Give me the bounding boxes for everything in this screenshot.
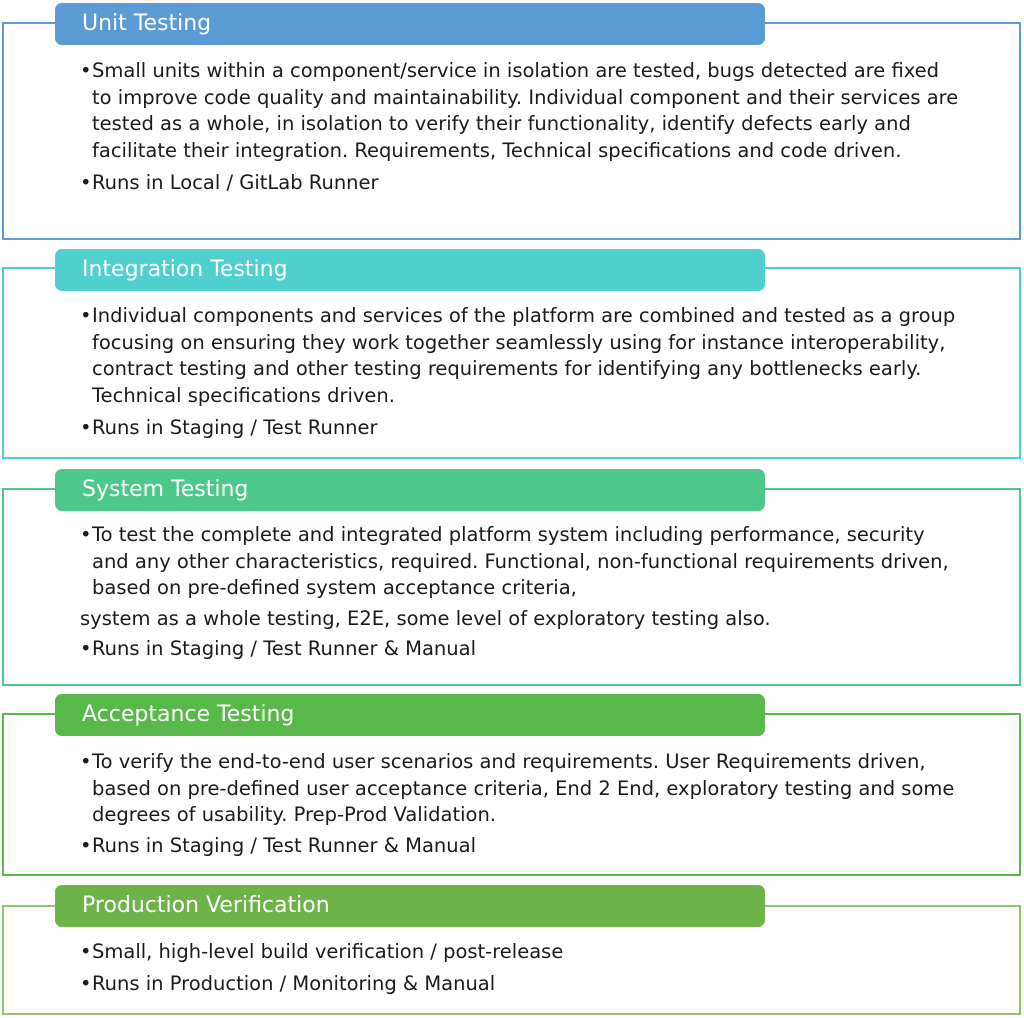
bullet-icon: • — [80, 637, 92, 660]
section-title: Production Verification — [82, 893, 330, 918]
bullet-icon: • — [80, 523, 92, 546]
bullet-icon: • — [80, 940, 92, 963]
list-item: • Individual components and services of the platform are combined and tested as a group focusing on ensuring they work together seamlessly using for instance interoperability, contract testing and other testing requirements for identifying any bottlenecks early. Technical specifications driven. — [80, 304, 956, 407]
bullet-icon: • — [80, 416, 92, 439]
bullet-icon: • — [80, 833, 92, 857]
list-item: • Small units within a component/service in isolation are tested, bugs detected are fixed to improve code quality and maintainability. Individual component and their services are tested as a whole, in isolation to verify their functionality, identify defects early and facilitate their integration. Requirements, Technical specifications and code driven. — [80, 59, 959, 162]
list-item: • Runs in Staging / Test Runner & Manual — [80, 833, 960, 860]
section-title: Acceptance Testing — [82, 702, 295, 727]
production-verification-header — [55, 885, 765, 927]
list-item: • Runs in Staging / Test Runner & Manual — [80, 636, 960, 663]
list-item: system as a whole testing, E2E, some level of exploratory testing also. — [80, 606, 771, 630]
list-item: • Runs in Staging / Test Runner — [80, 415, 960, 442]
bullet-icon: • — [80, 750, 92, 773]
section-title: System Testing — [82, 477, 249, 502]
bullet-icon: • — [80, 59, 92, 82]
list-item: • Small, high-level build verification / post-release — [80, 939, 960, 966]
list-item: • Runs in Production / Monitoring & Manual — [80, 971, 960, 998]
bullet-icon: • — [80, 304, 92, 327]
section-title: Unit Testing — [82, 11, 212, 36]
system-testing-header — [55, 469, 765, 511]
bullet-icon: • — [80, 971, 92, 995]
unit-testing-header — [55, 3, 765, 45]
bullet-icon: • — [80, 171, 92, 194]
unit-testing-bullets — [80, 58, 960, 197]
integration-testing-bullets — [80, 303, 960, 442]
section-title: Integration Testing — [82, 257, 288, 282]
system-testing-bullets — [80, 522, 960, 663]
acceptance-testing-bullets — [80, 749, 960, 859]
list-item: • Runs in Local / GitLab Runner — [80, 170, 960, 197]
integration-testing-header — [55, 249, 765, 291]
production-verification-bullets — [80, 939, 960, 997]
list-item: • To test the complete and integrated platform system including performance, security and any other characteristics, required. Functional, non-functional requirements driven, based on pre-defined system acceptance criteria, — [80, 523, 949, 599]
acceptance-testing-header — [55, 694, 765, 736]
list-item: • To verify the end-to-end user scenarios and requirements. User Requirements driven, based on pre-defined user acceptance criteria, End 2 End, exploratory testing and some degrees of usability. Prep-Prod Validation. — [80, 750, 955, 826]
